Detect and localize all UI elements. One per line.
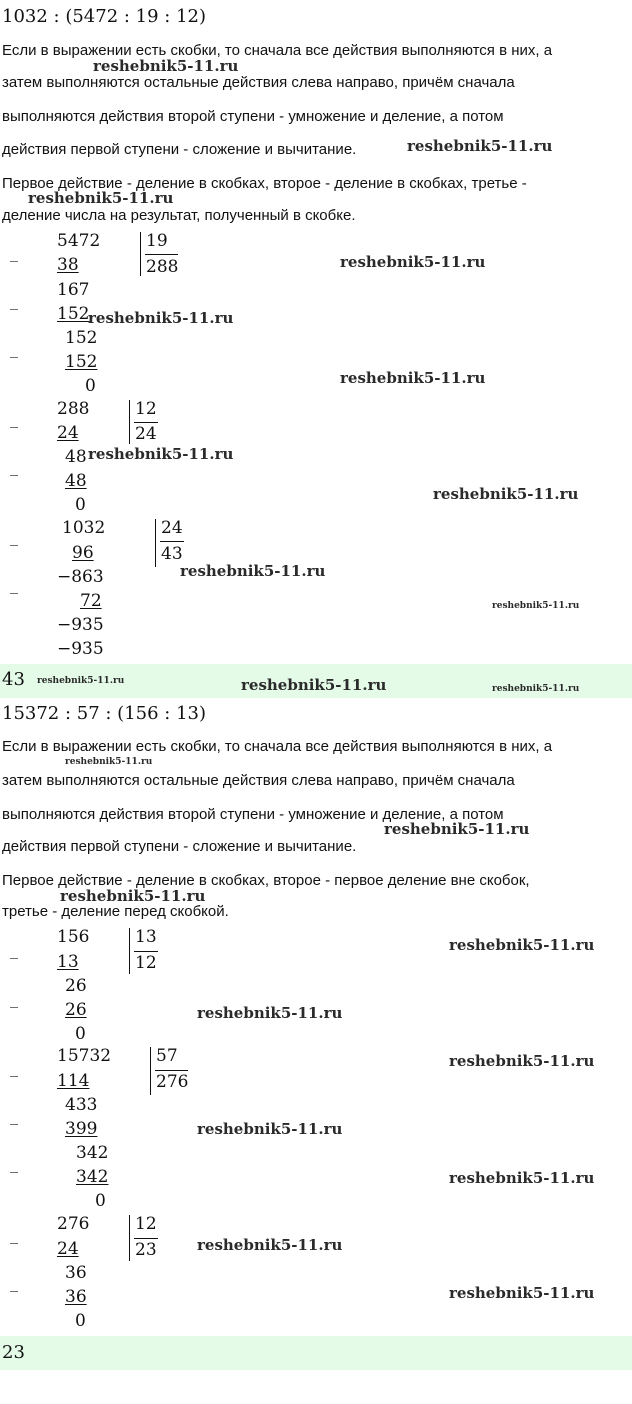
p2-d2-step-1: 114 (57, 1071, 90, 1091)
watermark: reshebnik5-11.ru (65, 757, 153, 767)
p1-d1-step-3: 152 (57, 304, 90, 324)
p1-d1-step-1: 38 (57, 255, 79, 275)
problem1-rule-line-1: Если в выражении есть скобки, то сначала все действия выполняются в них, а (2, 42, 553, 59)
p2-d1-step-1: 13 (57, 952, 79, 972)
problem1-rule-line-4: действия первой ступени - сложение и вычитание. (2, 141, 357, 158)
watermark: reshebnik5-11.ru (384, 820, 530, 838)
watermark: reshebnik5-11.ru (241, 676, 387, 694)
minus-sign: _ (10, 1225, 18, 1244)
minus-sign: _ (10, 527, 18, 546)
divisor-line (160, 541, 184, 542)
problem2-expression: 15372 : 57 : (156 : 13) (2, 703, 206, 724)
p1-d3-step-4: −935 (57, 615, 104, 635)
divisor-line (145, 254, 178, 255)
division-bar (150, 1047, 151, 1095)
watermark: reshebnik5-11.ru (28, 189, 174, 207)
p2-d3-step-4: 0 (75, 1311, 86, 1331)
p2-d1-divisor: 13 (135, 927, 157, 947)
minus-sign: _ (10, 291, 18, 310)
watermark: reshebnik5-11.ru (197, 1004, 343, 1022)
p1-d3-step-1: 96 (72, 543, 94, 563)
p2-d1-step-2: 26 (65, 976, 87, 996)
p2-d2-divisor: 57 (156, 1046, 178, 1066)
p2-d2-step-4: 342 (76, 1143, 109, 1163)
watermark: reshebnik5-11.ru (492, 684, 580, 694)
p1-d2-step-3: 48 (65, 471, 87, 491)
p2-d1-step-3: 26 (65, 1000, 87, 1020)
watermark: reshebnik5-11.ru (197, 1120, 343, 1138)
p1-d1-step-6: 0 (85, 376, 96, 396)
minus-sign: _ (10, 243, 18, 262)
p1-d1-divisor: 19 (146, 231, 168, 251)
minus-sign: _ (10, 1273, 18, 1292)
p2-d3-divisor: 12 (135, 1214, 157, 1234)
p1-d2-quotient: 24 (135, 424, 157, 444)
p1-d2-divisor: 12 (135, 399, 157, 419)
p2-d3-quotient: 23 (135, 1240, 157, 1260)
minus-sign: _ (10, 409, 18, 428)
divisor-line (155, 1070, 188, 1071)
problem1-rule-line-3: выполняются действия второй ступени - умножение и деление, а потом (2, 108, 504, 125)
problem2-rule-line-1: Если в выражении есть скобки, то сначала все действия выполняются в них, а (2, 738, 553, 755)
watermark: reshebnik5-11.ru (340, 369, 486, 387)
watermark: reshebnik5-11.ru (449, 1052, 595, 1070)
minus-sign: _ (10, 1106, 18, 1125)
p1-d3-step-2: −863 (57, 567, 104, 587)
p2-d3-dividend: 276 (57, 1214, 90, 1234)
minus-sign: _ (10, 457, 18, 476)
p2-d1-quotient: 12 (135, 953, 157, 973)
problem2-answer: 23 (2, 1342, 25, 1363)
minus-sign: _ (10, 1058, 18, 1077)
minus-sign: _ (10, 575, 18, 594)
p2-d2-step-6: 0 (95, 1191, 106, 1211)
division-bar (129, 400, 130, 444)
divisor-line (134, 951, 158, 952)
p1-d2-step-2: 48 (65, 447, 87, 467)
minus-sign: _ (10, 989, 18, 1008)
watermark: reshebnik5-11.ru (449, 1284, 595, 1302)
watermark: reshebnik5-11.ru (60, 887, 206, 905)
problem2-rule-line-4: действия первой ступени - сложение и вычитание. (2, 838, 357, 855)
p2-d1-step-4: 0 (75, 1024, 86, 1044)
problem1-order-line-1: Первое действие - деление в скобках, второе - деление в скобках, третье - (2, 175, 527, 192)
watermark: reshebnik5-11.ru (492, 601, 580, 611)
watermark: reshebnik5-11.ru (88, 309, 234, 327)
watermark: reshebnik5-11.ru (340, 253, 486, 271)
problem1-rule-line-2: затем выполняются остальные действия слева направо, причём сначала (2, 74, 515, 91)
p2-d1-dividend: 156 (57, 927, 90, 947)
watermark: reshebnik5-11.ru (180, 562, 326, 580)
p1-d1-step-5: 152 (65, 352, 98, 372)
watermark: reshebnik5-11.ru (407, 137, 553, 155)
minus-sign: _ (10, 940, 18, 959)
problem1-expression: 1032 : (5472 : 19 : 12) (2, 6, 206, 27)
p1-d2-step-4: 0 (75, 495, 86, 515)
p2-dividend: 288 (57, 399, 90, 419)
p2-d3-step-3: 36 (65, 1287, 87, 1307)
division-bar (155, 519, 156, 567)
divisor-line (134, 1238, 158, 1239)
problem2-rule-line-2: затем выполняются остальные действия слева направо, причём сначала (2, 772, 515, 789)
p1-d3-dividend: 1032 (62, 518, 106, 538)
problem1-order-line-2: деление числа на результат, полученный в скобке. (2, 207, 356, 224)
watermark: reshebnik5-11.ru (93, 57, 239, 75)
watermark: reshebnik5-11.ru (433, 485, 579, 503)
p2-d3-step-1: 24 (57, 1239, 79, 1259)
minus-sign: _ (10, 1154, 18, 1173)
p1-d3-step-5: −935 (57, 639, 104, 659)
p1-d3-quotient: 43 (161, 544, 183, 564)
problem1-answer: 43 (2, 669, 25, 690)
p2-d3-step-2: 36 (65, 1263, 87, 1283)
p1-d1-dividend: 5472 (57, 231, 101, 251)
p1-d2-step-1: 24 (57, 423, 79, 443)
p1-d3-step-3: 72 (80, 591, 102, 611)
watermark: reshebnik5-11.ru (37, 676, 125, 686)
watermark: reshebnik5-11.ru (449, 936, 595, 954)
problem2-rule-line-3: выполняются действия второй ступени - умножение и деление, а потом (2, 806, 504, 823)
problem2-order-line-2: третье - деление перед скобкой. (2, 903, 229, 920)
division-bar (129, 928, 130, 974)
p1-d3-divisor: 24 (161, 518, 183, 538)
watermark: reshebnik5-11.ru (88, 445, 234, 463)
p2-d2-dividend: 15732 (57, 1046, 112, 1066)
problem2-order-line-1: Первое действие - деление в скобках, второе - первое деление вне скобок, (2, 872, 530, 889)
p2-d2-quotient: 276 (156, 1072, 189, 1092)
watermark: reshebnik5-11.ru (449, 1169, 595, 1187)
answer-band (0, 1336, 632, 1370)
division-bar (129, 1215, 130, 1261)
p1-d1-step-4: 152 (65, 328, 98, 348)
divisor-line (134, 422, 158, 423)
p1-d1-step-2: 167 (57, 280, 90, 300)
p2-d2-step-3: 399 (65, 1119, 98, 1139)
watermark: reshebnik5-11.ru (197, 1236, 343, 1254)
p1-d1-quotient: 288 (146, 257, 179, 277)
p2-d2-step-5: 342 (76, 1167, 109, 1187)
p2-d2-step-2: 433 (65, 1095, 98, 1115)
division-bar (140, 232, 141, 276)
minus-sign: _ (10, 339, 18, 358)
